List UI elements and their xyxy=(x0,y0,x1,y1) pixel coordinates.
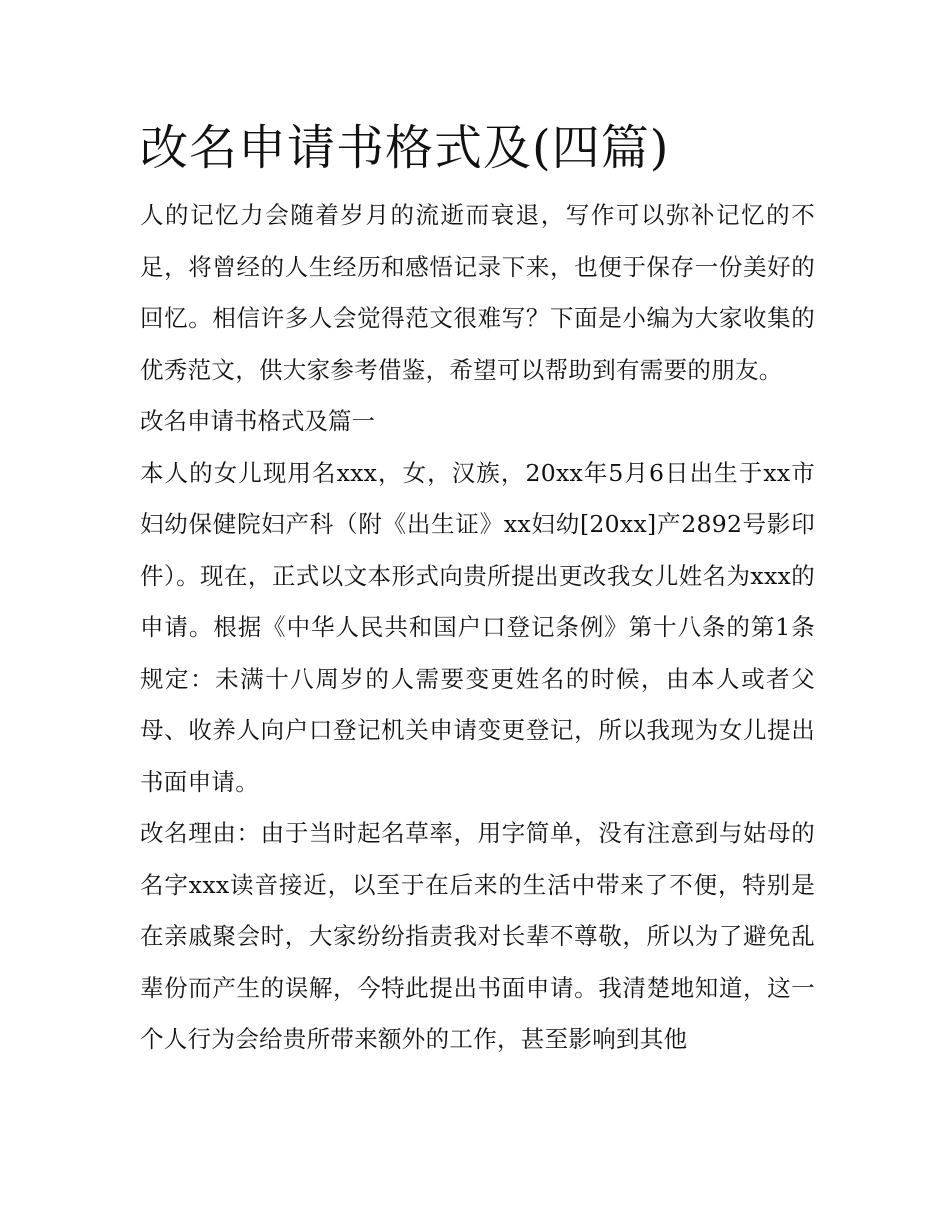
document-title: 改名申请书格式及(四篇) xyxy=(140,120,670,176)
body-paragraph-1: 本人的女儿现用名xxx，女，汉族，20xx年5月6日出生于xx市妇幼保健院妇产科（附《出生证》xx妇幼[20xx]产2892号影印件）。现在，正式以文本形式向贵所提出更改我女儿姓名为xxx的申请。根据《中华人民共和国户口登记条例》第十八条的第1条规定：未满十八周岁的人需要变更姓名的时候，由本人或者父母、收养人向户口登记机关申请变更登记，所以我现为女儿提出书面申请。 xyxy=(140,458,815,796)
document-body xyxy=(140,115,815,1066)
intro-paragraph: 人的记忆力会随着岁月的流逝而衰退，写作可以弥补记忆的不足，将曾经的人生经历和感悟记录下来，也便于保存一份美好的回忆。相信许多人会觉得范文很难写？下面是小编为大家收集的优秀范文，供大家参考借鉴，希望可以帮助到有需要的朋友。 xyxy=(140,201,815,384)
section-heading: 改名申请书格式及篇一 xyxy=(140,407,375,435)
body-paragraph-2: 改名理由：由于当时起名草率，用字简单，没有注意到与姑母的名字xxx读音接近，以至于在后来的生活中带来了不便，特别是在亲戚聚会时，大家纷纷指责我对长辈不尊敬，所以为了避免乱辈份而产生的误解，今特此提出书面申请。我清楚地知道，这一个人行为会给贵所带来额外的工作，甚至影响到其他 xyxy=(140,819,815,1053)
